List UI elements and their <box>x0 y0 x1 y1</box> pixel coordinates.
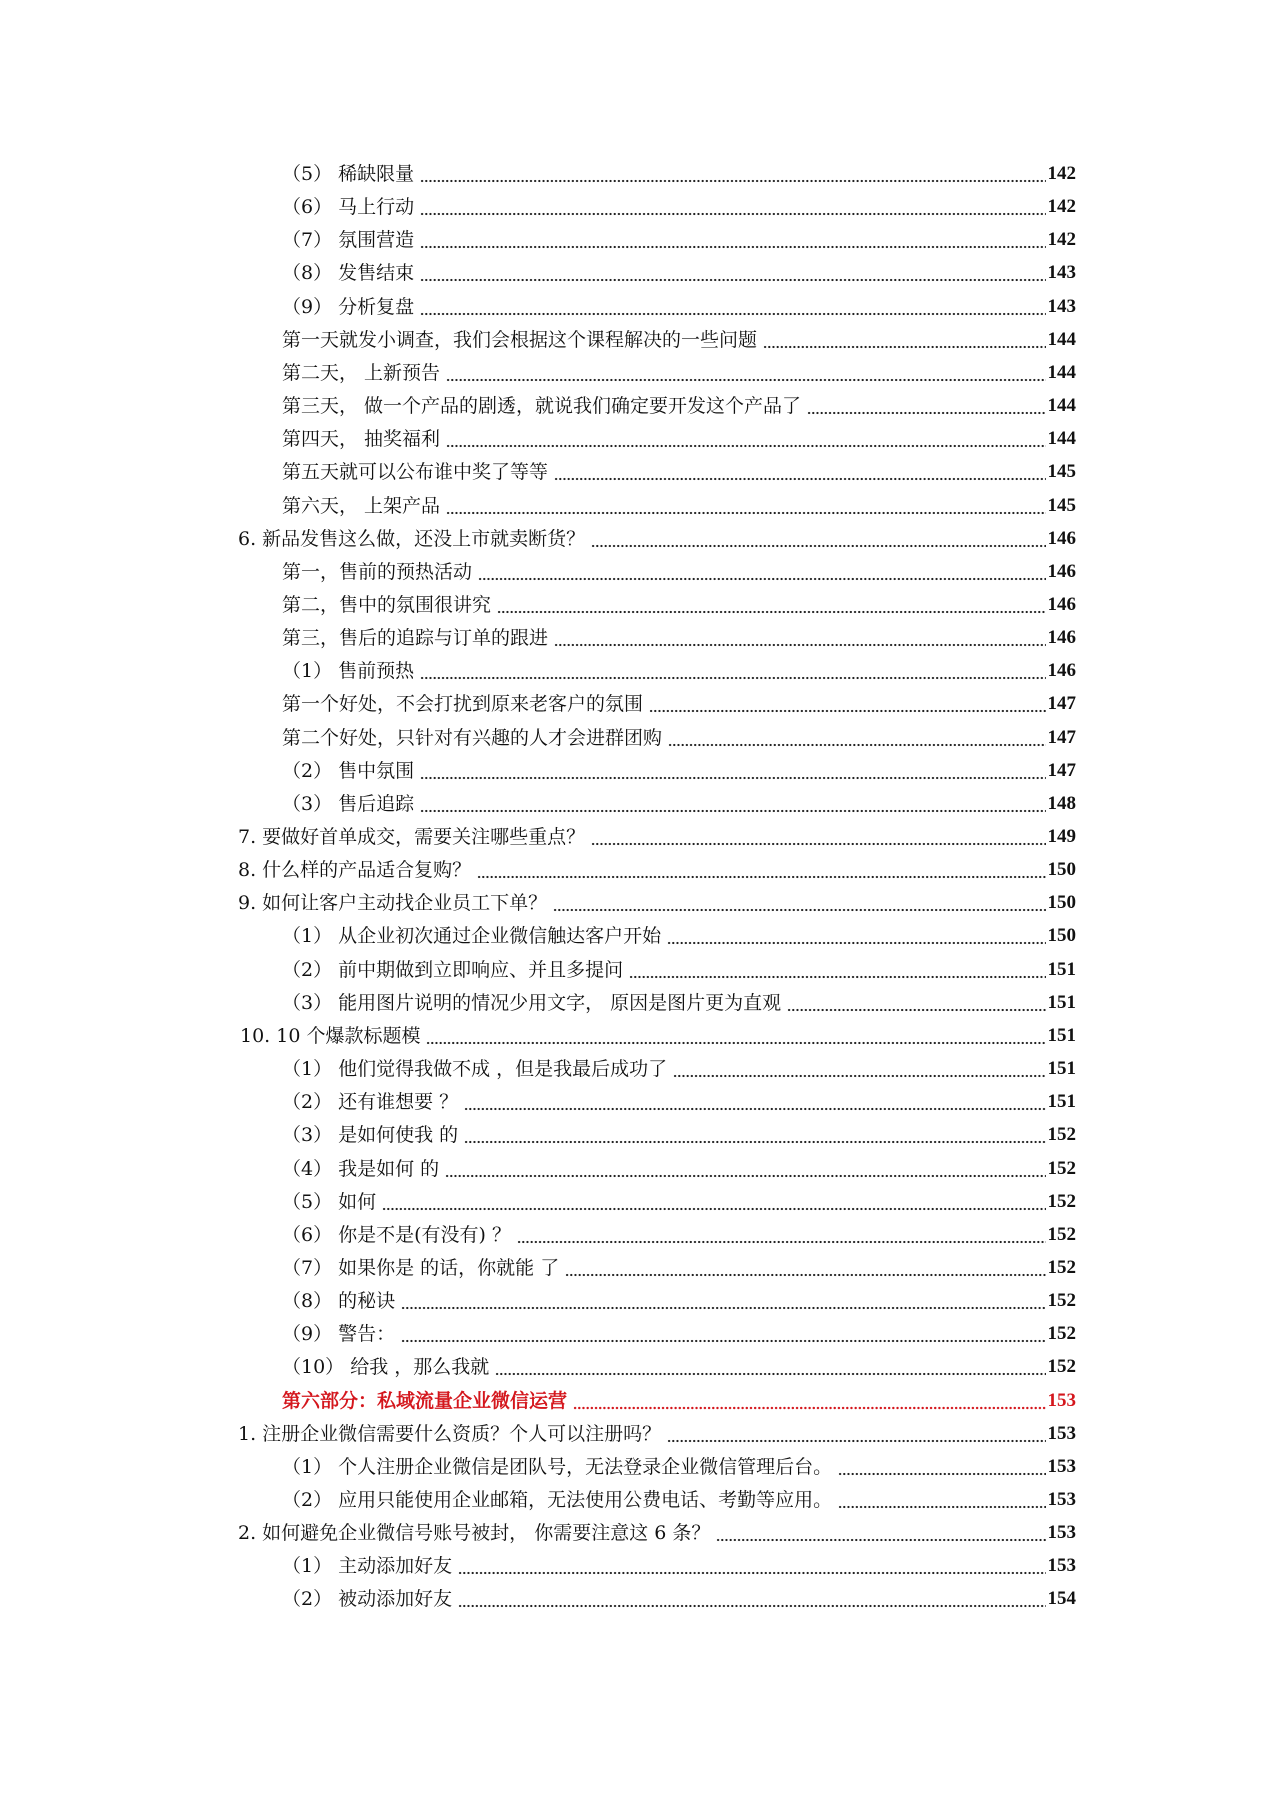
toc-entry-title: 第六天， 上架产品 <box>282 494 441 517</box>
toc-entry[interactable] <box>238 1515 1076 1545</box>
toc-entry-title: （3） 是如何使我 的 <box>282 1124 459 1147</box>
toc-page-number: 152 <box>1047 1356 1076 1378</box>
toc-entry-title: （6） 你是不是(有没有) ？ <box>282 1223 511 1246</box>
toc-page-number: 143 <box>1047 262 1076 284</box>
dot-leader <box>497 593 1045 617</box>
toc-entry-title: （2） 前中期做到立即响应、并且多提问 <box>282 958 624 981</box>
toc-entry-title: 6. 新品发售这么做，还没上市就卖断货？ <box>238 527 586 550</box>
dot-leader <box>420 162 1045 186</box>
dot-leader <box>464 1123 1045 1147</box>
toc-page-number: 150 <box>1047 925 1076 947</box>
toc-entry[interactable] <box>282 1051 1076 1081</box>
toc-page-number: 152 <box>1047 1190 1076 1212</box>
toc-page-number: 147 <box>1047 759 1076 781</box>
dot-leader <box>420 195 1045 219</box>
toc-entry[interactable] <box>282 918 1076 948</box>
toc-entry-title: （5） 稀缺限量 <box>282 163 415 185</box>
toc-entry-title: （1） 售前预热 <box>282 660 415 683</box>
toc-entry-title: （8） 的秘诀 <box>282 1290 396 1313</box>
dot-leader <box>446 427 1045 451</box>
dot-leader <box>478 560 1045 584</box>
dot-leader <box>401 1322 1045 1346</box>
toc-page-number: 142 <box>1047 163 1076 184</box>
toc-entry[interactable] <box>282 1449 1076 1479</box>
dot-leader <box>591 825 1045 849</box>
toc-entry-title: （1） 主动添加好友 <box>282 1555 453 1578</box>
toc-entry[interactable] <box>238 819 1076 849</box>
dot-leader <box>553 891 1045 915</box>
dot-leader <box>458 1587 1045 1611</box>
toc-page-number: 153 <box>1047 1389 1076 1411</box>
toc-page-number: 146 <box>1047 593 1076 615</box>
toc-entry[interactable] <box>282 1349 1076 1379</box>
toc-page-number: 145 <box>1047 494 1076 516</box>
dot-leader <box>420 759 1045 783</box>
toc-section-heading[interactable] <box>282 1383 1076 1413</box>
toc-entry-title: 9. 如何让客户主动找企业员工下单？ <box>238 892 548 915</box>
dot-leader <box>649 692 1045 716</box>
toc-entry[interactable] <box>282 952 1076 982</box>
dot-leader <box>591 527 1045 551</box>
toc-entry[interactable] <box>282 421 1076 451</box>
toc-entry-title: （7） 如果你是 的话，你就能 了 <box>282 1256 560 1279</box>
dot-leader <box>420 295 1045 319</box>
toc-entry-title: 第一，售前的预热活动 <box>282 560 473 583</box>
toc-page-number: 151 <box>1047 958 1076 980</box>
dot-leader <box>667 1422 1045 1446</box>
toc-entry-title: （1） 个人注册企业微信是团队号，无法登录企业微信管理后台。 <box>282 1455 833 1478</box>
toc-page-number: 145 <box>1047 461 1076 483</box>
toc-entry-title: （8） 发售结束 <box>282 262 415 285</box>
toc-entry-title: （4） 我是如何 的 <box>282 1157 440 1180</box>
toc-entry[interactable] <box>238 852 1076 882</box>
toc-entry-title: （7） 氛围营造 <box>282 229 415 252</box>
toc-entry-title: 8. 什么样的产品适合复购？ <box>238 859 472 882</box>
dot-leader <box>838 1488 1045 1512</box>
toc-entry-title: 第六部分：私域流量企业微信运营 <box>282 1389 568 1412</box>
toc-page-number: 152 <box>1047 1323 1076 1345</box>
toc-page-number: 151 <box>1047 1058 1076 1080</box>
toc-entry-title: 第三天， 做一个产品的剧透，就说我们确定要开发这个产品了 <box>282 395 802 418</box>
toc-page-number: 146 <box>1047 527 1076 549</box>
toc-entry[interactable] <box>282 388 1076 418</box>
toc-entry[interactable] <box>238 885 1076 915</box>
toc-page-number: 144 <box>1047 395 1076 417</box>
toc-entry-title: （3） 售后追踪 <box>282 792 415 815</box>
toc-entry[interactable] <box>282 1117 1076 1147</box>
toc-page-number: 153 <box>1047 1489 1076 1510</box>
toc-entry-title: 第三，售后的追踪与订单的跟进 <box>282 627 549 650</box>
toc-entry-title: （1） 从企业初次通过企业微信触达客户开始 <box>282 925 662 948</box>
toc-page-number: 152 <box>1047 1223 1076 1245</box>
toc-entry-title: 10. 10 个爆款标题模 <box>240 1024 421 1047</box>
toc-entry[interactable] <box>282 322 1076 352</box>
toc-page-number: 153 <box>1047 1455 1076 1477</box>
toc-page-number: 146 <box>1047 560 1076 582</box>
toc-page-number: 150 <box>1047 859 1076 881</box>
dot-leader <box>629 958 1045 982</box>
dot-leader <box>477 858 1045 882</box>
toc-entry-title: 第四天， 抽奖福利 <box>282 428 441 451</box>
toc-page-number: 143 <box>1047 295 1076 317</box>
toc-entry-title: （2） 还有谁想要 ？ <box>282 1091 459 1114</box>
toc-entry[interactable] <box>282 720 1076 750</box>
toc-entry[interactable] <box>282 1548 1076 1578</box>
toc-page-number: 148 <box>1047 792 1076 814</box>
toc-page-number: 151 <box>1047 991 1076 1013</box>
toc-entry[interactable] <box>282 1316 1076 1346</box>
toc-entry-title: 7. 要做好首单成交，需要关注哪些重点？ <box>238 826 586 848</box>
toc-entry[interactable] <box>282 1283 1076 1313</box>
dot-leader <box>573 1389 1045 1413</box>
toc-entry[interactable] <box>282 985 1076 1015</box>
toc-entry[interactable] <box>282 156 1076 186</box>
dot-leader <box>716 1521 1045 1545</box>
toc-entry[interactable] <box>282 653 1076 683</box>
toc-page-number: 153 <box>1047 1555 1076 1577</box>
toc-entry-title: 第二，售中的氛围很讲究 <box>282 593 492 616</box>
toc-page-number: 152 <box>1047 1124 1076 1146</box>
toc-page-number: 153 <box>1047 1422 1076 1444</box>
dot-leader <box>446 361 1045 385</box>
toc-entry-title: 第二天， 上新预告 <box>282 361 441 384</box>
toc-entry[interactable] <box>282 1581 1076 1611</box>
toc-page-number: 147 <box>1047 726 1076 748</box>
toc-entry-title: （2） 售中氛围 <box>282 759 415 782</box>
toc-entry[interactable] <box>282 1184 1076 1214</box>
dot-leader <box>401 1289 1045 1313</box>
dot-leader <box>382 1190 1045 1214</box>
dot-leader <box>420 228 1045 252</box>
toc-entry-title: 1. 注册企业微信需要什么资质？个人可以注册吗？ <box>238 1422 662 1445</box>
toc-entry-title: （10） 给我 ，那么我就 <box>282 1356 490 1379</box>
toc-entry-title: （6） 马上行动 <box>282 196 415 219</box>
dot-leader <box>787 991 1045 1015</box>
toc-entry[interactable] <box>282 1250 1076 1280</box>
toc-entry[interactable] <box>282 289 1076 319</box>
toc-page-number: 152 <box>1047 1290 1076 1312</box>
dot-leader <box>554 626 1045 650</box>
toc-entry[interactable] <box>238 521 1076 551</box>
dot-leader <box>807 394 1045 418</box>
toc-entry[interactable] <box>240 1018 1076 1048</box>
toc-entry[interactable] <box>282 620 1076 650</box>
toc-entry[interactable] <box>282 753 1076 783</box>
dot-leader <box>426 1024 1045 1048</box>
dot-leader <box>673 1057 1045 1081</box>
dot-leader <box>495 1355 1045 1379</box>
dot-leader <box>464 1090 1045 1114</box>
toc-entry[interactable] <box>282 454 1076 484</box>
dot-leader <box>446 494 1045 518</box>
toc-entry-title: 第五天就可以公布谁中奖了等等 <box>282 461 549 484</box>
toc-page-number: 149 <box>1047 826 1076 847</box>
toc-entry[interactable] <box>282 587 1076 617</box>
dot-leader <box>517 1223 1046 1247</box>
toc-entry[interactable] <box>282 222 1076 252</box>
toc-entry[interactable] <box>282 488 1076 518</box>
toc-page-number: 146 <box>1047 627 1076 649</box>
toc-entry[interactable] <box>282 1482 1076 1512</box>
dot-leader <box>420 659 1045 683</box>
toc-entry[interactable] <box>282 1084 1076 1114</box>
toc-entry-title: （2） 应用只能使用企业邮箱，无法使用公费电话、考勤等应用。 <box>282 1489 833 1511</box>
toc-entry[interactable] <box>238 1416 1076 1446</box>
toc-entry-title: （5） 如何 <box>282 1190 377 1213</box>
toc-entry-title: 2. 如何避免企业微信号账号被封， 你需要注意这 6 条？ <box>238 1522 711 1545</box>
toc-page-number: 154 <box>1047 1588 1076 1610</box>
dot-leader <box>445 1157 1045 1181</box>
dot-leader <box>458 1554 1045 1578</box>
toc-entry-title: （1） 他们觉得我做不成 ，但是我最后成功了 <box>282 1058 668 1081</box>
toc-entry-title: 第二个好处，只针对有兴趣的人才会进群团购 <box>282 726 663 749</box>
dot-leader <box>838 1455 1045 1479</box>
toc-entry[interactable] <box>282 255 1076 285</box>
dot-leader <box>565 1256 1045 1280</box>
toc-page-number: 144 <box>1047 428 1076 450</box>
toc-page-number: 146 <box>1047 660 1076 682</box>
toc-entry[interactable] <box>282 1217 1076 1247</box>
toc-page-number: 144 <box>1047 328 1076 350</box>
dot-leader <box>420 792 1045 816</box>
dot-leader <box>667 924 1045 948</box>
toc-page-number: 152 <box>1047 1256 1076 1278</box>
dot-leader <box>668 726 1045 750</box>
toc-entry[interactable] <box>282 686 1076 716</box>
toc-page-number: 150 <box>1047 892 1076 914</box>
toc-entry-title: （3） 能用图片说明的情况少用文字， 原因是图片更为直观 <box>282 991 782 1014</box>
toc-entry[interactable] <box>282 355 1076 385</box>
toc-entry[interactable] <box>282 786 1076 816</box>
toc-entry[interactable] <box>282 554 1076 584</box>
toc-page-number: 152 <box>1047 1157 1076 1179</box>
dot-leader <box>420 261 1045 285</box>
toc-page-number: 144 <box>1047 361 1076 383</box>
toc-entry[interactable] <box>282 1151 1076 1181</box>
toc-page-number: 142 <box>1047 196 1076 218</box>
toc-page-number: 151 <box>1047 1024 1076 1046</box>
toc-entry-title: （9） 分析复盘 <box>282 295 415 318</box>
toc-entry-title: 第一个好处，不会打扰到原来老客户的氛围 <box>282 693 644 716</box>
toc-page-number: 142 <box>1047 229 1076 251</box>
toc-entry[interactable] <box>282 189 1076 219</box>
toc-entry-title: 第一天就发小调查，我们会根据这个课程解决的一些问题 <box>282 328 758 351</box>
dot-leader <box>554 460 1045 484</box>
toc-page-number: 153 <box>1047 1522 1076 1544</box>
toc-page-number: 147 <box>1047 693 1076 715</box>
toc-page-number: 151 <box>1047 1091 1076 1113</box>
dot-leader <box>763 328 1045 352</box>
toc-entry-title: （2） 被动添加好友 <box>282 1588 453 1611</box>
toc-entry-title: （9） 警告： <box>282 1323 396 1346</box>
